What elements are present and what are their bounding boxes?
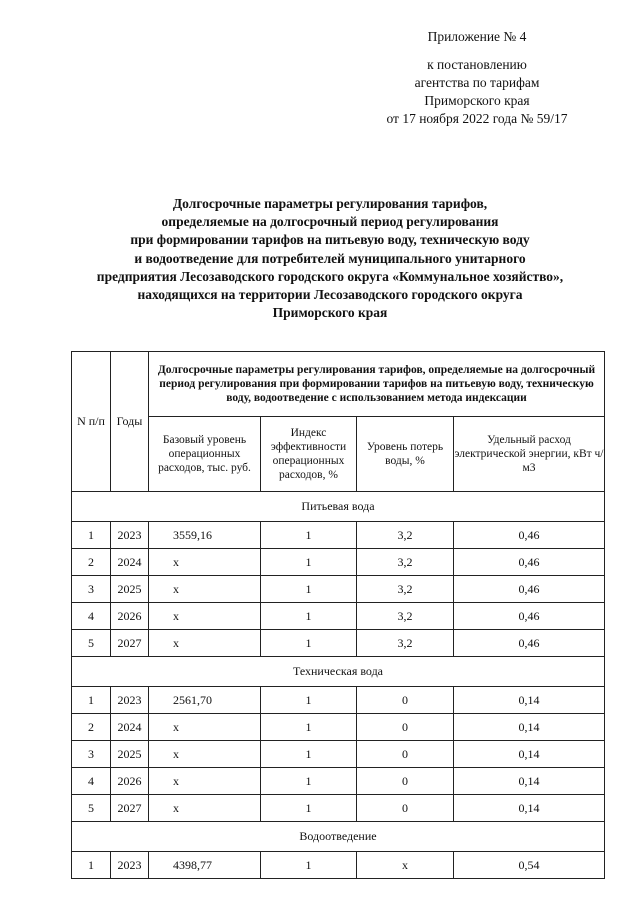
cell-number: 4	[72, 768, 111, 795]
section-title: Техническая вода	[72, 657, 605, 687]
cell-water-loss: 3,2	[357, 522, 454, 549]
title-line: Долгосрочные параметры регулирования тарифов,	[172, 196, 488, 211]
cell-water-loss: 3,2	[357, 549, 454, 576]
cell-base-level: x	[149, 603, 261, 630]
header-year: Годы	[111, 352, 149, 492]
header-energy-consumption: Удельный расход электрической энергии, кВт ч/м3	[454, 417, 605, 492]
cell-year: 2026	[111, 603, 149, 630]
cell-base-level: x	[149, 630, 261, 657]
table-row	[72, 603, 605, 630]
table-row	[72, 768, 605, 795]
title-line: предприятия Лесозаводского городского округа «Коммунальное хозяйство»,	[96, 268, 564, 284]
cell-year: 2027	[111, 630, 149, 657]
cell-energy: 0,14	[454, 768, 605, 795]
cell-year: 2024	[111, 549, 149, 576]
header-water-loss: Уровень потерь воды, %	[357, 417, 454, 492]
cell-water-loss: 3,2	[357, 576, 454, 603]
cell-efficiency-index: 1	[261, 603, 357, 630]
table-row	[72, 522, 605, 549]
cell-efficiency-index: 1	[261, 522, 357, 549]
table-row	[72, 852, 605, 879]
cell-water-loss: x	[357, 852, 454, 879]
cell-water-loss: 0	[357, 795, 454, 822]
cell-year: 2023	[111, 852, 149, 879]
appendix-line: к постановлению	[427, 57, 527, 72]
cell-efficiency-index: 1	[261, 741, 357, 768]
cell-efficiency-index: 1	[261, 630, 357, 657]
cell-base-level: 2561,70	[149, 687, 261, 714]
title-line: при формировании тарифов на питьевую воду, техническую воду	[130, 232, 530, 248]
appendix-line: Приморского края	[424, 93, 530, 108]
table-row	[72, 741, 605, 768]
cell-number: 3	[72, 741, 111, 768]
header-efficiency-index: Индекс эффективности операционных расходов, %	[261, 417, 357, 492]
cell-efficiency-index: 1	[261, 549, 357, 576]
header-base-level: Базовый уровень операционных расходов, тыс. руб.	[149, 417, 261, 492]
cell-base-level: 3559,16	[149, 522, 261, 549]
cell-water-loss: 3,2	[357, 603, 454, 630]
cell-year: 2026	[111, 768, 149, 795]
appendix-date: от 17 ноября 2022 года № 59/17	[386, 111, 568, 126]
cell-year: 2023	[111, 687, 149, 714]
title-line: находящихся на территории Лесозаводского городского округа	[137, 287, 523, 303]
cell-efficiency-index: 1	[261, 852, 357, 879]
cell-efficiency-index: 1	[261, 687, 357, 714]
cell-year: 2024	[111, 714, 149, 741]
parameters-table	[71, 351, 605, 879]
cell-energy: 0,14	[454, 687, 605, 714]
appendix-block	[362, 28, 592, 128]
cell-number: 3	[72, 576, 111, 603]
cell-base-level: 4398,77	[149, 852, 261, 879]
cell-year: 2027	[111, 795, 149, 822]
cell-number: 2	[72, 549, 111, 576]
cell-energy: 0,54	[454, 852, 605, 879]
cell-energy: 0,46	[454, 522, 605, 549]
appendix-number: Приложение № 4	[427, 29, 527, 44]
cell-efficiency-index: 1	[261, 795, 357, 822]
cell-year: 2023	[111, 522, 149, 549]
cell-energy: 0,46	[454, 603, 605, 630]
cell-number: 4	[72, 603, 111, 630]
section-title: Питьевая вода	[72, 492, 605, 522]
header-row	[72, 352, 605, 417]
appendix-line: агентства по тарифам	[414, 75, 540, 90]
title-line: определяемые на долгосрочный период регулирования	[161, 214, 499, 230]
cell-water-loss: 0	[357, 741, 454, 768]
cell-energy: 0,14	[454, 714, 605, 741]
table-row	[72, 795, 605, 822]
header-main: Долгосрочные параметры регулирования тарифов, определяемые на долгосрочный период регулирования при формировании тарифов на питьевую воду, техническую воду, водоотведение с использованием метода индексации	[149, 352, 605, 417]
cell-number: 5	[72, 795, 111, 822]
document-title	[60, 195, 600, 322]
table-row	[72, 630, 605, 657]
cell-base-level: x	[149, 741, 261, 768]
cell-energy: 0,14	[454, 795, 605, 822]
cell-energy: 0,46	[454, 576, 605, 603]
title-line: Приморского края	[272, 305, 388, 321]
cell-number: 1	[72, 522, 111, 549]
cell-efficiency-index: 1	[261, 714, 357, 741]
cell-year: 2025	[111, 741, 149, 768]
cell-water-loss: 0	[357, 687, 454, 714]
cell-base-level: x	[149, 768, 261, 795]
table-row	[72, 714, 605, 741]
cell-base-level: x	[149, 549, 261, 576]
cell-number: 1	[72, 852, 111, 879]
cell-energy: 0,46	[454, 549, 605, 576]
cell-water-loss: 3,2	[357, 630, 454, 657]
cell-efficiency-index: 1	[261, 768, 357, 795]
cell-water-loss: 0	[357, 768, 454, 795]
section-title: Водоотведение	[72, 822, 605, 852]
section-row	[72, 822, 605, 852]
cell-efficiency-index: 1	[261, 576, 357, 603]
cell-number: 1	[72, 687, 111, 714]
subheader-row	[72, 417, 605, 492]
cell-number: 2	[72, 714, 111, 741]
cell-base-level: x	[149, 714, 261, 741]
table-row	[72, 687, 605, 714]
cell-energy: 0,14	[454, 741, 605, 768]
cell-base-level: x	[149, 795, 261, 822]
title-line: и водоотведение для потребителей муниципального унитарного	[134, 250, 526, 266]
section-row	[72, 492, 605, 522]
table-row	[72, 549, 605, 576]
section-row	[72, 657, 605, 687]
cell-base-level: x	[149, 576, 261, 603]
cell-energy: 0,46	[454, 630, 605, 657]
cell-year: 2025	[111, 576, 149, 603]
header-np: N п/п	[72, 352, 111, 492]
table-row	[72, 576, 605, 603]
cell-number: 5	[72, 630, 111, 657]
cell-water-loss: 0	[357, 714, 454, 741]
